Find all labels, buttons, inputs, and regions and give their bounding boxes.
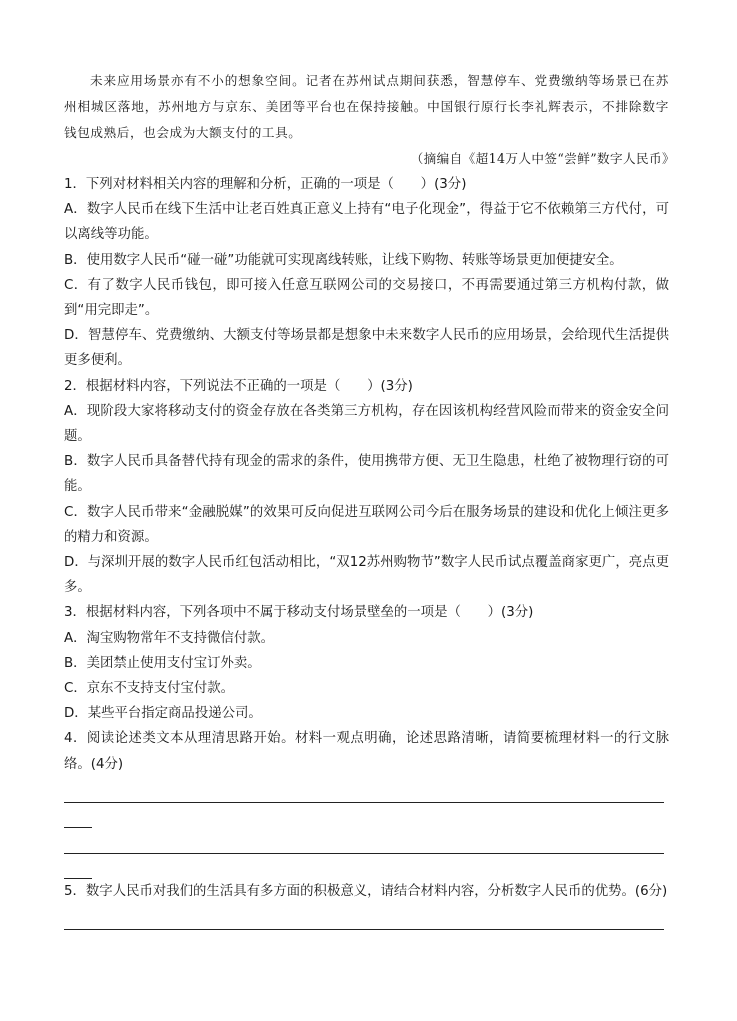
excerpt-paragraph: 未来应用场景亦有不小的想象空间。记者在苏州试点期间获悉，智慧停车、党费缴纳等场景已在苏州相城区落地，苏州地方与京东、美团等平台也在保持接触。中国银行原行长李礼辉表示，不排除数字钱包成熟后，也会成为大额支付的工具。 bbox=[64, 73, 669, 140]
option-c: C．数字人民币带来“金融脱媒”的效果可反向促进互联网公司今后在服务场景的建设和优化上倾注更多的精力和资源。 bbox=[64, 504, 669, 545]
option-b: B．数字人民币具备替代持有现金的需求的条件，使用携带方便、无卫生隐患，杜绝了被物理行窃的可能。 bbox=[64, 454, 669, 495]
option-c: C．京东不支持支付宝付款。 bbox=[64, 681, 235, 697]
question-stem: 4．阅读论述类文本从理清思路开始。材料一观点明确，论述思路清晰，请简要梳理材料一的行文脉络。(4分) bbox=[64, 731, 669, 772]
question-stem: 3．根据材料内容，下列各项中不属于移动支付场景壁垒的一项是（ ）(3分) bbox=[64, 605, 534, 621]
answer-line[interactable] bbox=[64, 828, 664, 854]
question-4 bbox=[64, 726, 669, 878]
option-a: A．现阶段大家将移动支付的资金存放在各类第三方机构，存在因该机构经营风险而带来的资金安全问题。 bbox=[64, 403, 669, 445]
option-c: C．有了数字人民币钱包，即可接入任意互联网公司的交易接口，不再需要通过第三方机构付款，做到“用完即走”。 bbox=[64, 277, 669, 319]
answer-line[interactable] bbox=[64, 904, 664, 930]
question-5 bbox=[64, 879, 669, 930]
option-a: A．淘宝购物常年不支持微信付款。 bbox=[64, 630, 275, 646]
answer-line-stub bbox=[64, 854, 92, 879]
option-d: D．某些平台指定商品投递公司。 bbox=[64, 706, 262, 722]
option-b: B．使用数字人民币“碰一碰”功能就可实现离线转账，让线下购物、转账等场景更加便捷安全。 bbox=[64, 252, 623, 268]
question-3 bbox=[64, 600, 669, 726]
option-b: B．美团禁止使用支付宝订外卖。 bbox=[64, 655, 261, 671]
answer-line[interactable] bbox=[64, 777, 664, 803]
question-2 bbox=[64, 374, 669, 601]
excerpt-source: （摘编自《超14万人中签“尝鲜”数字人民币》 bbox=[410, 151, 675, 166]
question-1 bbox=[64, 172, 669, 374]
option-d: D．与深圳开展的数字人民币红包活动相比，“双12苏州购物节”数字人民币试点覆盖商家更广，亮点更多。 bbox=[64, 555, 669, 596]
question-stem: 2．根据材料内容，下列说法不正确的一项是（ ）(3分) bbox=[64, 378, 413, 394]
question-stem: 1．下列对材料相关内容的理解和分析，正确的一项是（ ）(3分) bbox=[64, 177, 467, 192]
option-a: A．数字人民币在线下生活中让老百姓真正意义上持有“电子化现金”，得益于它不依赖第三方代付，可以离线等功能。 bbox=[64, 202, 669, 243]
answer-line-stub bbox=[64, 803, 92, 828]
option-d: D．智慧停车、党费缴纳、大额支付等场景都是想象中未来数字人民币的应用场景，会给现代生活提供更多便利。 bbox=[64, 328, 669, 369]
question-stem: 5．数字人民币对我们的生活具有多方面的积极意义，请结合材料内容，分析数字人民币的优势。(6分) bbox=[64, 883, 668, 899]
